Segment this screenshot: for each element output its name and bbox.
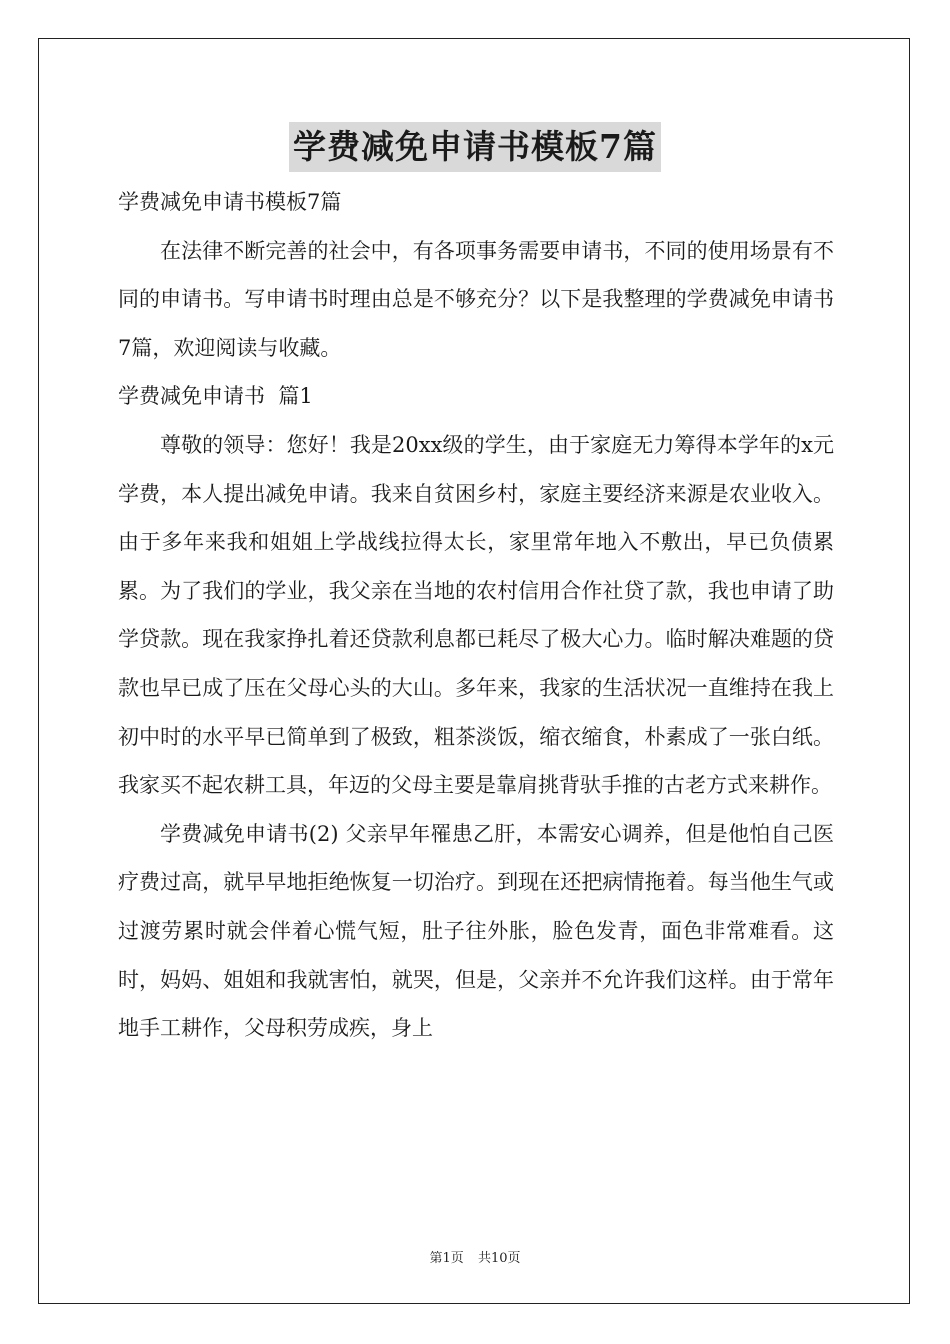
document-subtitle: 学费减免申请书模板7篇	[118, 190, 342, 214]
body-paragraph-1: 尊敬的领导：您好！我是20xx级的学生，由于家庭无力筹得本学年的x元学费，本人提出减免申请。我来自贫困乡村，家庭主要经济来源是农业收入。由于多年来我和姐姐上学战线拉得太长，家里常年地入不敷出，早已负债累累。为了我们的学业，我父亲在当地的农村信用合作社贷了款，我也申请了助学贷款。现在我家挣扎着还贷款利息都已耗尽了极大心力。临时解决难题的贷款也早已成了压在父母心头的大山。多年来，我家的生活状况一直维持在我上初中时的水平早已简单到了极致，粗茶淡饭，缩衣缩食，朴素成了一张白纸。我家买不起农耕工具，年迈的父母主要是靠肩挑背驮手推的古老方式来耕作。	[118, 432, 834, 798]
section-heading: 学费减免申请书 篇1	[118, 384, 313, 409]
body-paragraph-2: 学费减免申请书(2) 父亲早年罹患乙肝，本需安心调养，但是他怕自己医疗费过高，就早早地拒绝恢复一切治疗。到现在还把病情拖着。每当他生气或过渡劳累时就会伴着心慌气短，肚子往外胀，脸色发青，面色非常难看。这时，妈妈、姐姐和我就害怕，就哭，但是，父亲并不允许我们这样。由于常年地手工耕作，父母积劳成疾，身上	[118, 821, 834, 1041]
document-title: 学费减免申请书模板7篇	[289, 122, 661, 172]
page-total: 共10页	[477, 1251, 521, 1266]
page-number: 第1页	[429, 1251, 464, 1266]
page-footer	[0, 1247, 950, 1266]
document-body	[118, 178, 834, 1053]
intro-paragraph: 在法律不断完善的社会中，有各项事务需要申请书，不同的使用场景有不同的申请书。写申请书时理由总是不够充分？以下是我整理的学费减免申请书7篇，欢迎阅读与收藏。	[118, 238, 834, 360]
title-container	[0, 122, 950, 172]
